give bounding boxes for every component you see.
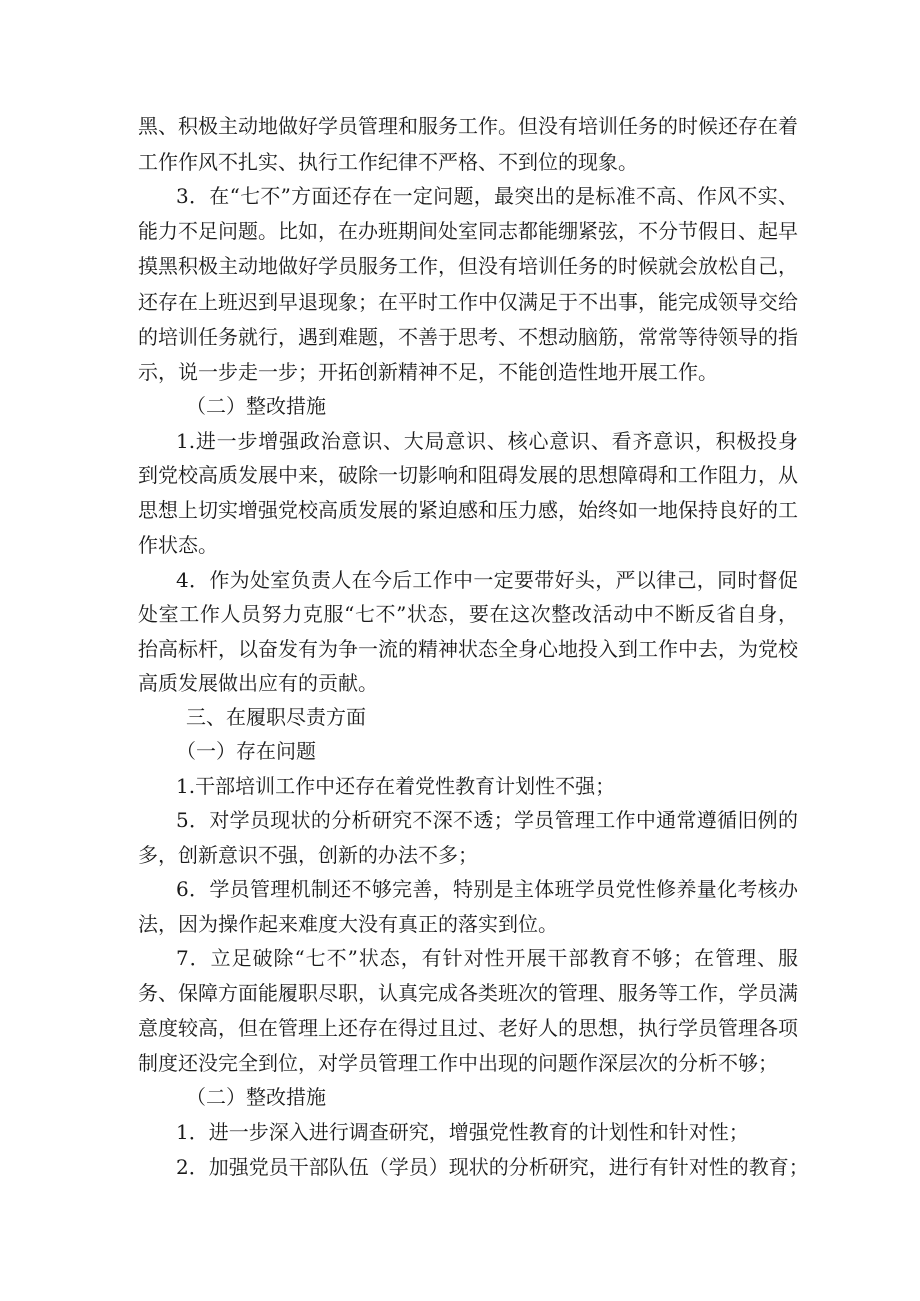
paragraph-line: 工作作风不扎实、执行工作纪律不严格、不到位的现象。 (138, 150, 638, 174)
paragraph-line: 还存在上班迟到早退现象；在平时工作中仅满足于不出事，能完成领导交给 (138, 290, 798, 314)
paragraph-line: 的培训任务就行，遇到难题，不善于思考、不想动脑筋，常常等待领导的指 (138, 325, 798, 349)
paragraph-line: 示，说一步走一步；开拓创新精神不足，不能创造性地开展工作。 (138, 360, 718, 384)
paragraph-line: 高质发展做出应有的贡献。 (138, 671, 378, 695)
section-heading: 三、在履职尽责方面 (186, 705, 366, 729)
paragraph-line: 4．作为处室负责人在今后工作中一定要带好头，严以律己，同时督促 (176, 568, 798, 592)
paragraph-line: 能力不足问题。比如，在办班期间处室同志都能绷紧弦，不分节假日、起早 (138, 219, 798, 243)
paragraph-line: 1．进一步深入进行调查研究，增强党性教育的计划性和针对性； (176, 1120, 749, 1144)
paragraph-line: 5．对学员现状的分析研究不深不透；学员管理工作中通常遵循旧例的 (176, 808, 798, 832)
paragraph-line: 黑、积极主动地做好学员管理和服务工作。但没有培训任务的时候还存在着 (138, 114, 798, 138)
paragraph-line: 1.进一步增强政治意识、大局意识、核心意识、看齐意识，积极投身 (176, 429, 798, 453)
paragraph-line: 意度较高，但在管理上还存在得过且过、老好人的思想，执行学员管理各项 (138, 1016, 798, 1040)
paragraph-line: 务、保障方面能履职尽职，认真完成各类班次的管理、服务等工作，学员满 (138, 981, 798, 1005)
paragraph-line: 3．在“七不”方面还存在一定问题，最突出的是标准不高、作风不实、 (176, 184, 798, 208)
paragraph-line: 抬高标杆，以奋发有为争一流的精神状态全身心地投入到工作中去，为党校 (138, 637, 798, 661)
paragraph-line: 法，因为操作起来难度大没有真正的落实到位。 (138, 912, 558, 936)
section-heading: （二）整改措施 (186, 394, 326, 418)
paragraph-line: 到党校高质发展中来，破除一切影响和阻碍发展的思想障碍和工作阻力，从 (138, 463, 798, 487)
paragraph-line: 7．立足破除“七不”状态，有针对性开展干部教育不够；在管理、服 (176, 946, 798, 970)
section-heading: （二）整改措施 (186, 1085, 326, 1109)
section-heading: （一）存在问题 (176, 739, 316, 763)
paragraph-line: 多，创新意识不强，创新的办法不多； (138, 843, 478, 867)
paragraph-line: 处室工作人员努力克服“七不”状态，要在这次整改活动中不断反省自身， (138, 602, 798, 626)
paragraph-line: 1.干部培训工作中还存在着党性教育计划性不强； (176, 774, 616, 798)
paragraph-line: 2．加强党员干部队伍（学员）现状的分析研究，进行有针对性的教育； (176, 1155, 809, 1179)
paragraph-line: 制度还没完全到位，对学员管理工作中出现的问题作深层次的分析不够； (138, 1051, 778, 1075)
paragraph-line: 思想上切实增强党校高质发展的紧迫感和压力感，始终如一地保持良好的工 (138, 498, 798, 522)
paragraph-line: 摸黑积极主动地做好学员服务工作，但没有培训任务的时候就会放松自己， (138, 254, 798, 278)
paragraph-line: 6．学员管理机制还不够完善，特别是主体班学员党性修养量化考核办 (176, 877, 798, 901)
paragraph-line: 作状态。 (138, 533, 218, 557)
